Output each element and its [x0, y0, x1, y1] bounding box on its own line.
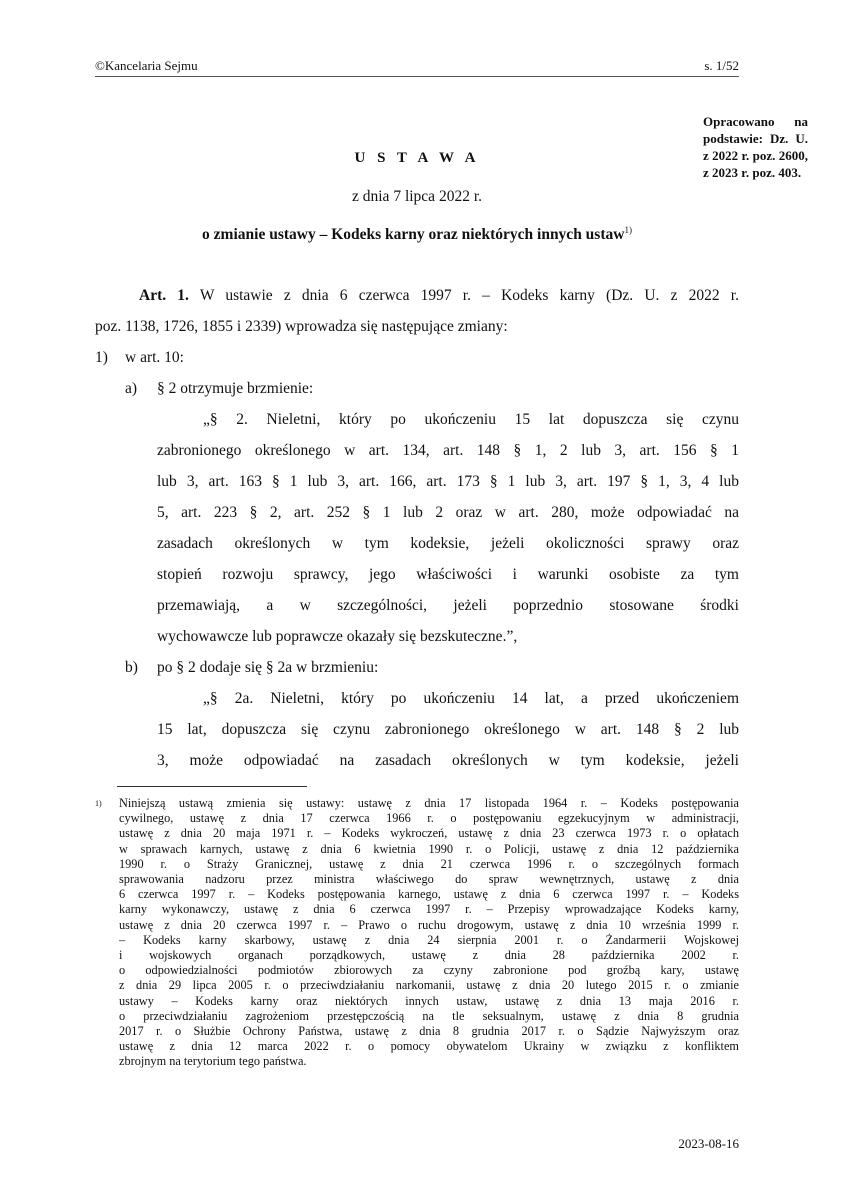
footnote-line: o przeciwdziałaniu zagrożeniom przestępczością na tle seksualnym, ustawę z dnia 8 grudnia: [119, 1008, 739, 1023]
footnote-line: zbrojnym na terytorium tego państwa.: [119, 1054, 307, 1069]
footnote-line: ustawę z dnia 20 czerwca 1997 r. – Prawo o ruchu drogowym, ustawę z dnia 10 września 1999 r.: [119, 917, 739, 932]
document-type: U S T A W A: [354, 150, 480, 166]
footnote-line: w sprawach karnych, ustawę z dnia 6 kwietnia 1990 r. o Policji, ustawę z dnia 12 października: [119, 841, 739, 856]
quote-b-line: 3, może odpowiadać na zasadach określonych w tym kodeksie, jeżeli: [157, 752, 739, 769]
quote-a-line: wychowawcze lub poprawcze okazały się bezskuteczne.”,: [157, 628, 518, 645]
article-label: Art. 1.: [139, 287, 189, 304]
point-number: 1): [95, 349, 108, 366]
quote-a-line: zabronionego określonego w art. 134, art. 148 § 1, 2 lub 3, art. 156 § 1: [157, 442, 739, 459]
footnote-ref[interactable]: 1): [624, 225, 632, 235]
quote-a-line: przemawiają, a w szczególności, jeżeli poprzednio stosowane środki: [157, 597, 739, 614]
footnote-line: 2017 r. o Służbie Ochrony Państwa, ustawę z dnia 8 grudnia 2017 r. o Sądzie Najwyższym oraz: [119, 1024, 739, 1038]
document-date: z dnia 7 lipca 2022 r.: [352, 188, 482, 205]
letter-a: a): [125, 380, 138, 397]
quote-a-line: „§ 2. Nieletni, który po ukończeniu 15 lat dopuszcza się czynu: [203, 411, 739, 428]
point-text: w art. 10:: [125, 349, 184, 366]
footnote-line: o odpowiedzialności podmiotów zbiorowych za czyny zabronione pod groźbą kary, ustawę: [119, 963, 739, 978]
publisher-label: ©Kancelaria Sejmu: [95, 58, 198, 73]
publication-date: 2023-08-16: [678, 1136, 739, 1151]
article-1-line-2: poz. 1138, 1726, 1855 i 2339) wprowadza się następujące zmiany:: [95, 318, 508, 335]
footnote-line: sprawowania nadzoru przez ministra właściwego do spraw wewnętrznych, ustawę z dnia: [119, 872, 739, 886]
subject-text: o zmianie ustawy – Kodeks karny oraz niektórych innych ustaw: [202, 226, 625, 243]
page-number: s. 1/52: [704, 58, 739, 73]
letter-a-text: § 2 otrzymuje brzmienie:: [157, 380, 314, 397]
article-1-line-1: Art. 1. W ustawie z dnia 6 czerwca 1997 r. – Kodeks karny (Dz. U. z 2022 r.: [139, 287, 739, 304]
letter-b: b): [125, 659, 138, 676]
footnote-line: 6 czerwca 1997 r. – Kodeks postępowania karnego, ustawę z dnia 6 czerwca 1997 r. – Kodeks: [119, 887, 739, 902]
footnote-line: ustawę z dnia 12 marca 2022 r. o pomocy obywatelom Ukrainy w związku z konfliktem: [119, 1039, 739, 1054]
footnote-line: ustawę z dnia 20 maja 1971 r. – Kodeks wykroczeń, ustawę z dnia 23 czerwca 1973 r. o opłatach: [119, 826, 739, 841]
quote-b-line: „§ 2a. Nieletni, który po ukończeniu 14 lat, a przed ukończeniem: [203, 690, 739, 707]
letter-b-text: po § 2 dodaje się § 2a w brzmieniu:: [157, 659, 379, 676]
footnote-line: z dnia 29 lipca 2005 r. o przeciwdziałaniu narkomanii, ustawę z dnia 20 lutego 2015 r. o zmianie: [119, 978, 739, 993]
footnote-separator: [117, 786, 307, 787]
quote-a-line: zasadach określonych w tym kodeksie, jeżeli okoliczności sprawy oraz: [157, 535, 739, 552]
footnote-line: Niniejszą ustawą zmienia się ustawy: ustawę z dnia 17 listopada 1964 r. – Kodeks postępowania: [119, 796, 739, 810]
footnote-line: cywilnego, ustawę z dnia 17 czerwca 1966 r. o postępowaniu egzekucyjnym w administracji,: [119, 811, 739, 826]
document-subject: [95, 225, 739, 244]
footnote-line: i wojskowych organach porządkowych, ustawę z dnia 28 października 2002 r.: [119, 948, 739, 962]
footnote-line: 1990 r. o Straży Granicznej, ustawę z dnia 21 czerwca 1996 r. o szczególnych formach: [119, 856, 739, 871]
quote-a-line: stopień rozwoju sprawcy, jego właściwości i warunki osobiste za tym: [157, 566, 739, 583]
footnote-marker: 1): [95, 799, 102, 808]
footnote-line: ustawy – Kodeks karny oraz niektórych innych ustaw, ustawę z dnia 13 maja 2016 r.: [119, 993, 739, 1008]
quote-a-line: lub 3, art. 163 § 1 lub 3, art. 166, art. 173 § 1 lub 3, art. 197 § 1, 3, 4 lub: [157, 473, 739, 490]
footnote-line: karny wykonawczy, ustawę z dnia 6 czerwca 1997 r. – Przepisy wprowadzające Kodeks karny,: [119, 902, 739, 917]
source-note: Opracowano na podstawie: Dz. U. z 2022 r. poz. 2600, z 2023 r. poz. 403.: [703, 114, 808, 180]
quote-a-line: 5, art. 223 § 2, art. 252 § 1 lub 2 oraz w art. 280, może odpowiadać na: [157, 504, 739, 521]
footnote-line: – Kodeks karny skarbowy, ustawę z dnia 24 sierpnia 2001 r. o Żandarmerii Wojskowej: [119, 932, 739, 947]
page-header: [95, 58, 739, 77]
quote-b-line: 15 lat, dopuszcza się czynu zabronionego określonego w art. 148 § 2 lub: [157, 721, 739, 738]
